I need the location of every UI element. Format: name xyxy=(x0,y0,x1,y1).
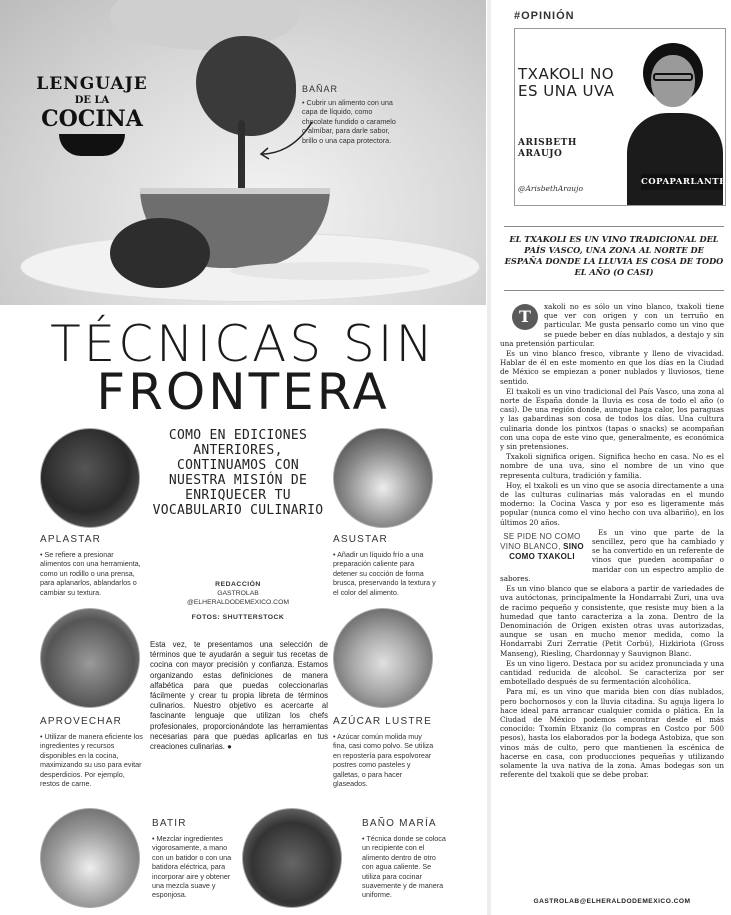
paragraph: xakoli no es sólo un vino blanco, txakoli tiene que ver con origen y con un terruño en particular. Me gusta pensarlo como un vino que se puede beber en días nublados, a destajo y sin una pretensión particular. xyxy=(500,302,724,348)
pot-icon xyxy=(59,134,125,156)
divider xyxy=(504,290,724,291)
logo-line-2: DE LA xyxy=(74,95,110,106)
aplastar-photo xyxy=(40,428,140,528)
dek: EL TXAKOLI ES UN VINO TRADICIONAL DEL PAÍS VASCO, UNA ZONA AL NORTE DE ESPAÑA DONDE LA LLUVIA ES COSA DE TODO EL AÑO (O CASI) xyxy=(504,234,724,277)
technique-banar xyxy=(302,84,400,145)
technique-description: • Técnica donde se coloca un recipiente con el alimento dentro de otro con agua caliente. Se utiliza para cocinar suavemente y de manera uniforme. xyxy=(362,834,446,900)
technique-name: BATIR xyxy=(152,818,187,829)
technique-name: BAÑAR xyxy=(302,84,339,94)
strawberry-icon xyxy=(110,218,210,288)
paragraph: Para mí, es un vino que marida bien con días nublados, pero bochornosos y con la lluvia citadina. Su aguja ligera lo hace ideal para arrancar cualquier comida o plática. En la Ciudad de México podemos encontrar desde el más conocido: Txomín Etxaniz (lo compras en Costco por 500 pesos), hasta los elaborados por la bodega Astobiza, que son vinos más de culto, pero que mantienen la escénica de hacerse en casa, con producciones pequeñas y utilizando solamente la uva nativa de la zona. Amas bodegas son un referente del txakoli que se debe probar. xyxy=(500,687,724,780)
credit-email: @ELHERALDODEMEXICO.COM xyxy=(186,599,290,606)
technique-description: • Cubrir un alimento con una capa de líquido, como chocolate fundido o caramelo o almíbar, para darle sabor, brillo o una capa protectora. xyxy=(302,98,396,145)
section-logo xyxy=(32,74,152,184)
credit-fotos: FOTOS: SHUTTERSTOCK xyxy=(191,614,285,621)
technique-description: • Añadir un líquido frío a una preparación caliente para detener su cocción de forma brusca, preservando la textura y el color del alimento. xyxy=(333,550,436,597)
paragraph: Es un vino ligero. Destaca por su acidez pronunciada y una cantidad reducida de alcohol. Se caracteriza por ser embotellado después de su fermentación alcohólica. xyxy=(500,658,724,687)
logo-line-1: LENGUAJE xyxy=(36,74,148,94)
bano-maria-photo xyxy=(242,808,342,908)
crumbs xyxy=(230,262,430,280)
divider xyxy=(504,226,724,227)
technique-description: • Utilizar de manera eficiente los ingredientes y recursos disponibles en la cocina, maximizando su uso para evitar desperdicios. Por ejemplo, restos de carne. xyxy=(40,732,143,789)
credits xyxy=(148,580,328,622)
technique-description: • Mezclar ingredientes vigorosamente, a mano con un batidor o con una batidora eléctrica, para incorporar aire y obtener una mezcla suave y esponjosa. xyxy=(152,834,232,900)
technique-description: • Se refiere a presionar alimentos con una herramienta, como un rodillo o una prensa, para aplanarlos, ablandarlos o cambiar su textura. xyxy=(40,550,141,597)
page-gutter xyxy=(487,0,491,915)
portrait-body xyxy=(627,113,723,206)
credit-gastrolab: GASTROLAB xyxy=(217,590,259,597)
article-body xyxy=(500,302,724,780)
technique-name: AZÚCAR LUSTRE xyxy=(333,716,432,727)
footer-email[interactable]: GASTROLAB@ELHERALDODEMEXICO.COM xyxy=(533,898,691,905)
paragraph: Hoy, el txakoli es un vino que se asocia directamente a una de las culturas culinarias más valoradas en el mundo moderno: la Cocina Vasca y por eso es ligeramente más popular (nunca como el vino hecho con uva albariño), en los últimos 20 años. xyxy=(500,480,724,527)
section-label: #OPINIÓN xyxy=(514,10,575,22)
azucar-lustre-photo xyxy=(333,608,433,708)
technique-name: BAÑO MARÍA xyxy=(362,818,437,829)
asustar-photo xyxy=(333,428,433,528)
logo-line-3: COCINA xyxy=(41,106,143,132)
paragraph: Es un vino blanco que se elabora a partir de variedades de uva autóctonas, principalmente la Hondarrabi Zuri, una uva de racimo pequeño y consistente, que resiste muy bien a la humedad que tanto caracteriza a la zona. Dentro de la Denominación de Origen existen otras uvas autorizadas, aunque se usan en mucho menor medida, como la Hondarrabi Zuri Zerratie (Petit Corbú), Hizkiriota (Gross Manseng), Riesling, Chardonnay y Sauvignon Blanc. xyxy=(500,584,724,658)
pull-quote-b: SINO COMO TXAKOLI xyxy=(509,541,584,561)
credit-redaccion: REDACCIÓN xyxy=(215,581,261,588)
technique-name: APROVECHAR xyxy=(40,716,123,727)
author-name: ARISBETH ARAUJO xyxy=(518,138,577,159)
batir-photo xyxy=(40,808,140,908)
center-title: COMO EN EDICIONES ANTERIORES, CONTINUAMOS CON NUESTRA MISIÓN DE ENRIQUECER TU VOCABULARIO CULINARIO xyxy=(152,428,324,518)
column-title: TXAKOLI NO ES UNA UVA xyxy=(518,65,615,100)
paragraph: Es un vino blanco fresco, vibrante y lleno de vivacidad. Hablar de él en este momento en que los días en la Ciudad de México se empiezan a poner nublados y lluviosos, tiene sentido. xyxy=(500,349,724,386)
paragraph: El txakoli es un vino tradicional del País Vasco, una zona al norte de España donde la lluvia es cosa de todo el año (o casi). De una región donde, aunque haga calor, los paraguas y las gabardinas son cosa de todos los días. Una cultura culinaria donde los pintxos (tapas o snacks) se acompañan con una copa de este vino que, generalmente, es económica y sin pretensiones. xyxy=(500,386,724,452)
pull-quote-a: SE PIDE NO COMO VINO BLANCO, xyxy=(500,531,581,551)
intro-text: Esta vez, te presentamos una selección de términos que te ayudarán a seguir tus recetas de cocina con mayor precisión y confianza. Estamos organizando estas definiciones de manera alfabética para que puedas coleccionarlas fácilmente y crear tu propia libreta de términos culinarios. Nuestro objetivo es acercarte al fascinante lenguaje que utilizan los chefs profesionales, proporcionándote las herramientas necesarias para que puedas aplicarlas en tus creaciones culinarias. ● xyxy=(150,640,328,752)
column-badge: COPAPARLANTE xyxy=(641,174,723,190)
technique-name: ASUSTAR xyxy=(333,534,388,545)
headline-line-2: FRONTERA xyxy=(96,363,390,421)
glasses-icon xyxy=(653,73,693,81)
author-handle: @ArisbethAraujo xyxy=(518,184,583,193)
technique-description: • Azúcar común molida muy fina, casi como polvo. Se utiliza en repostería para espolvorear postres como pasteles y galletas, o para hacer glaseados. xyxy=(333,732,434,789)
paragraph: Txakoli significa origen. Significa hecho en casa. No es el nombre de una uva, sino el nombre de un vino que representa cultura, tradición y familia. xyxy=(500,452,724,480)
headline-line-1: TÉCNICAS SIN xyxy=(50,315,436,373)
aprovechar-photo xyxy=(40,608,140,708)
portrait-face xyxy=(651,55,695,107)
pull-quote xyxy=(500,532,584,562)
paragraph: Es un vino que parte de la sencillez, pero que ha cambiado y se ha convertido en un referente de vinos que pueden acompañar o maridar con un espectro amplio de sabores. xyxy=(500,527,724,583)
technique-name: APLASTAR xyxy=(40,534,102,545)
drop-cap: T xyxy=(512,304,538,330)
